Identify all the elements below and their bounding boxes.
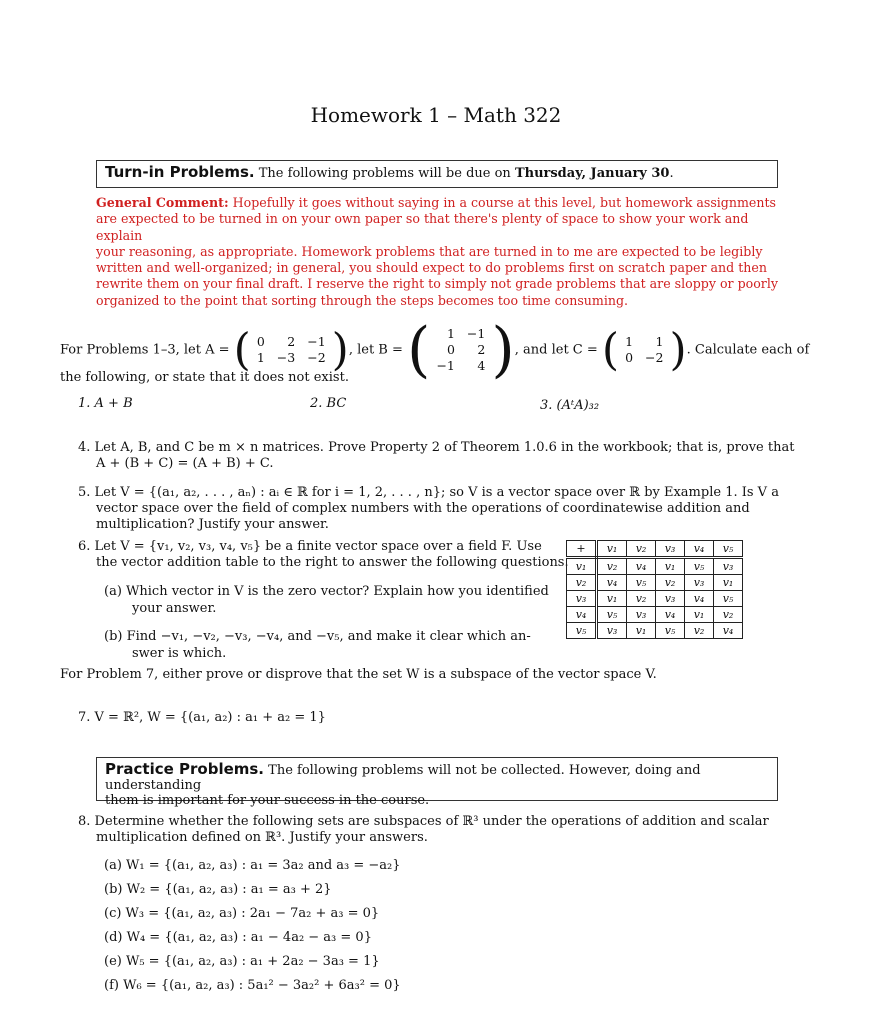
turnin-text: The following problems will be due on [258, 166, 515, 181]
problem-8a: (a) W₁ = {(a₁, a₂, a₃) : a₁ = 3a₂ and a₃ = −a₂} [104, 858, 401, 873]
problem-6-cont: the vector addition table to the right to answer the following questions. [96, 555, 569, 570]
gc-line: written and well-organized; in general, you should expect to do problems first on scratch paper and then [96, 260, 767, 276]
problem-5: 5. Let V = {(a₁, a₂, . . . , aₙ) : aᵢ ∈ ℝ for i = 1, 2, . . . , n}; so V is a vector space over ℝ by Example 1. Is V a [78, 485, 779, 500]
matrix-c: 1 1 0 −2 [625, 334, 664, 365]
problem-4-cont: A + (B + C) = (A + B) + C. [96, 456, 274, 471]
matrix-intro-text: For Problems 1–3, let A = [60, 342, 230, 358]
gc-line: rewrite them on your final draft. I reserve the right to simply not grade problems that are sloppy or poorly [96, 276, 778, 292]
problem-6a-cont: your answer. [132, 601, 217, 616]
problem-8d: (d) W₄ = {(a₁, a₂, a₃) : a₁ − 4a₂ − a₃ = 0} [104, 930, 372, 945]
matrices-line: For Problems 1–3, let A = ( 0 2 −1 1 −3 −2 ), let B = ( 1 −1 0 2 −1 4 ), and let C = ( 1 1 0 −2 ). Calculate each of [60, 315, 810, 385]
calc-text: . Calculate each of [686, 342, 810, 358]
due-date: Thursday, January 30 [514, 166, 670, 181]
vector-addition-table: + v₁ v₂ v₃ v₄ v₅ v₁ v₂ v₄ v₁ v₅ v₃ v₂ v₄ v₅ v₂ v₃ v₁ v₃ v₁ v₂ v₃ v₄ v₅ v₄ v₅ v₃ v₄ v₁ v₂ v₅ v₃ v₁ v₅ v₂ v₄ [566, 540, 743, 639]
problem-5-cont: vector space over the field of complex numbers with the operations of coordinatewise addition and [96, 501, 750, 516]
problem-2: 2. BC [310, 396, 347, 411]
gc-line: your reasoning, as appropriate. Homework problems that are turned in to me are expected to be legibly [96, 243, 763, 259]
general-comment [96, 195, 786, 309]
problem-7: 7. V = ℝ², W = {(a₁, a₂) : a₁ + a₂ = 1} [78, 710, 326, 725]
turnin-box [96, 160, 778, 188]
practice-box [96, 757, 778, 808]
practice-text-2: them is important for your success in the course. [105, 793, 430, 808]
problem-1: 1. A + B [78, 396, 133, 411]
turnin-heading: Turn-in Problems. [105, 163, 255, 181]
let-b-text: , let B = [348, 342, 403, 358]
matrix-b: 1 −1 0 2 −1 4 [436, 326, 486, 373]
gc-line: are expected to be turned in on your own paper so that there's plenty of space to show your work and explain [96, 211, 749, 243]
problem-6b: (b) Find −v₁, −v₂, −v₃, −v₄, and −v₅, and make it clear which an- [104, 629, 531, 644]
problem-7-intro: For Problem 7, either prove or disprove that the set W is a subspace of the vector space V. [60, 667, 657, 682]
problem-6: 6. Let V = {v₁, v₂, v₃, v₄, v₅} be a finite vector space over a field F. Use [78, 539, 542, 554]
page-title: Homework 1 – Math 322 [310, 103, 562, 127]
matrix-a: 0 2 −1 1 −3 −2 [256, 334, 326, 365]
problem-8e: (e) W₅ = {(a₁, a₂, a₃) : a₁ + 2a₂ − 3a₃ = 1} [104, 954, 380, 969]
practice-heading: Practice Problems. [105, 760, 265, 778]
problem-4: 4. Let A, B, and C be m × n matrices. Prove Property 2 of Theorem 1.0.6 in the workbook; that is, prove that [78, 440, 795, 455]
problem-8-cont: multiplication defined on ℝ³. Justify your answers. [96, 830, 428, 845]
matrices-cont: the following, or state that it does not exist. [60, 370, 349, 385]
problem-8: 8. Determine whether the following sets are subspaces of ℝ³ under the operations of addition and scalar [78, 814, 769, 829]
let-c-text: , and let C = [514, 342, 598, 358]
problem-8b: (b) W₂ = {(a₁, a₂, a₃) : a₁ = a₃ + 2} [104, 882, 332, 897]
turnin-period: . [669, 166, 674, 181]
problem-8f: (f) W₆ = {(a₁, a₂, a₃) : 5a₁² − 3a₂² + 6a₃² = 0} [104, 978, 401, 993]
problem-8c: (c) W₃ = {(a₁, a₂, a₃) : 2a₁ − 7a₂ + a₃ = 0} [104, 906, 380, 921]
gc-line: Hopefully it goes without saying in a course at this level, but homework assignments [232, 195, 777, 210]
problem-6b-cont: swer is which. [132, 646, 227, 661]
problem-3: 3. (AᵗA)₃₂ [540, 398, 600, 413]
practice-text: The following problems will not be collected. However, doing and understanding [105, 763, 701, 793]
gc-line: organized to the point that sorting through the steps becomes too time consuming. [96, 292, 629, 308]
problem-5-cont: multiplication? Justify your answer. [96, 517, 329, 532]
general-comment-label: General Comment: [96, 195, 229, 210]
problem-6a: (a) Which vector in V is the zero vector? Explain how you identified [104, 584, 549, 599]
